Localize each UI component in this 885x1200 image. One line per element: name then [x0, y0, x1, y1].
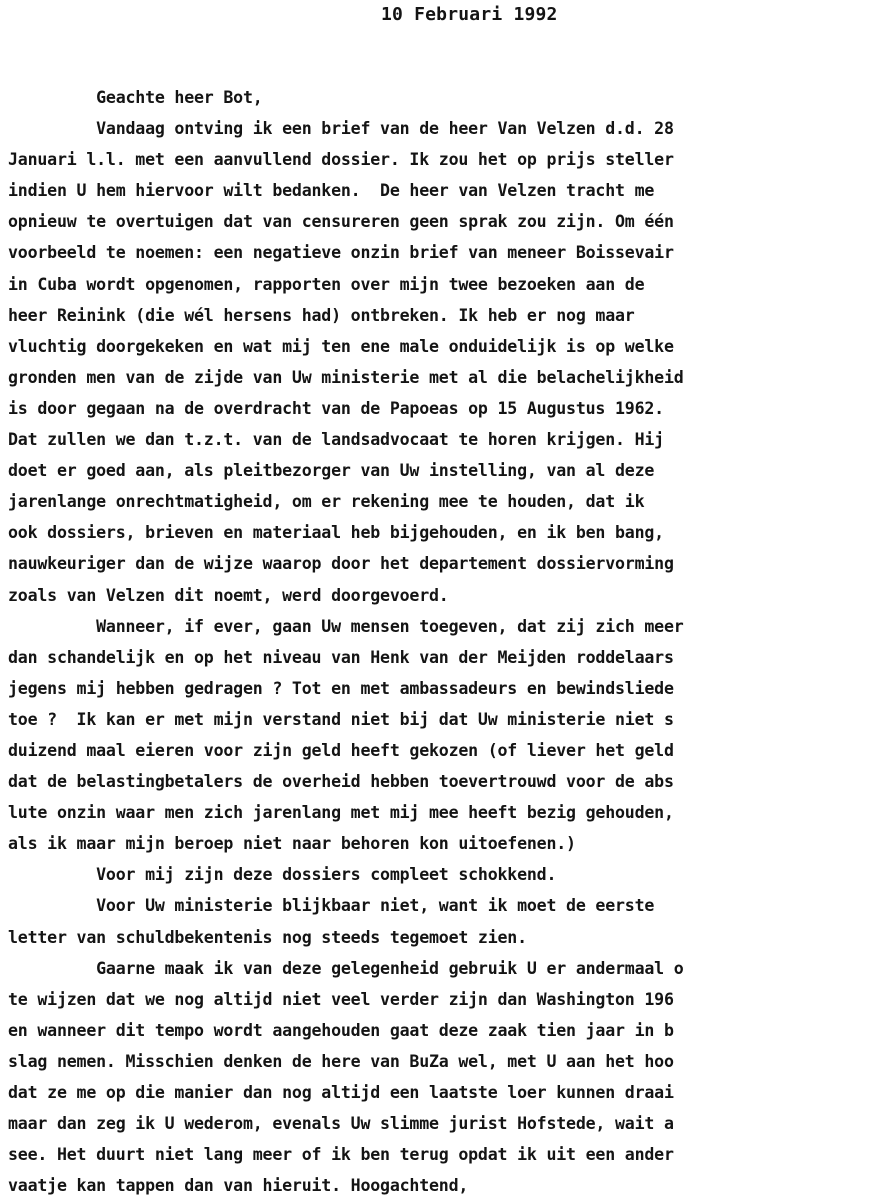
text-line: lute onzin waar men zich jarenlang met mij mee heeft bezig gehouden, — [8, 803, 674, 823]
text-line: dat de belastingbetalers de overheid hebben toevertrouwd voor de abs — [8, 772, 674, 792]
text-line: jegens mij hebben gedragen ? Tot en met ambassadeurs en bewindsliede — [8, 678, 674, 698]
text-line: see. Het duurt niet lang meer of ik ben terug opdat ik uit een ander — [8, 1145, 674, 1165]
letter-body — [8, 82, 885, 1200]
text-line: Geachte heer Bot, — [8, 88, 263, 107]
text-line: vaatje kan tappen dan van hieruit. Hoogachtend, — [8, 1176, 469, 1196]
text-line: Dat zullen we dan t.z.t. van de landsadvocaat te horen krijgen. Hij — [8, 430, 664, 450]
text-line: Wanneer, if ever, gaan Uw mensen toegeven, dat zij zich meer — [8, 616, 684, 636]
text-line: Januari l.l. met een aanvullend dossier. Ik zou het op prijs steller — [8, 150, 674, 170]
text-line: voorbeeld te noemen: een negatieve onzin brief van meneer Boissevair — [8, 243, 674, 263]
text-line: opnieuw te overtuigen dat van censureren geen sprak zou zijn. Om één — [8, 212, 674, 232]
text-line: heer Reinink (die wél hersens had) ontbreken. Ik heb er nog maar — [8, 305, 635, 325]
letter-date: 10 Februari 1992 — [381, 4, 558, 25]
text-line: indien U hem hiervoor wilt bedanken. De heer van Velzen tracht me — [8, 181, 655, 201]
text-line: doet er goed aan, als pleitbezorger van Uw instelling, van al deze — [8, 461, 655, 481]
text-line: nauwkeuriger dan de wijze waarop door het departement dossiervorming — [8, 554, 674, 574]
text-line: jarenlange onrechtmatigheid, om er rekening mee te houden, dat ik — [8, 492, 645, 512]
text-line: slag nemen. Misschien denken de here van BuZa wel, met U aan het hoo — [8, 1051, 674, 1071]
text-line: toe ? Ik kan er met mijn verstand niet bij dat Uw ministerie niet s — [8, 709, 674, 729]
text-line: letter van schuldbekentenis nog steeds tegemoet zien. — [8, 927, 527, 947]
text-line: in Cuba wordt opgenomen, rapporten over mijn twee bezoeken aan de — [8, 274, 645, 294]
text-line: ook dossiers, brieven en materiaal heb bijgehouden, en ik ben bang, — [8, 523, 664, 543]
text-line: zoals van Velzen dit noemt, werd doorgevoerd. — [8, 585, 449, 605]
text-line: Voor mij zijn deze dossiers compleet schokkend. — [8, 865, 557, 885]
text-line: en wanneer dit tempo wordt aangehouden gaat deze zaak tien jaar in b — [8, 1020, 674, 1040]
text-line: Gaarne maak ik van deze gelegenheid gebruik U er andermaal o — [8, 958, 684, 978]
text-line: te wijzen dat we nog altijd niet veel verder zijn dan Washington 196 — [8, 989, 674, 1009]
text-line: dat ze me op die manier dan nog altijd een laatste loer kunnen draai — [8, 1083, 674, 1102]
text-line: duizend maal eieren voor zijn geld heeft gekozen (of liever het geld — [8, 740, 674, 760]
text-line: dan schandelijk en op het niveau van Henk van der Meijden roddelaars — [8, 647, 674, 667]
text-line: als ik maar mijn beroep niet naar behoren kon uitoefenen.) — [8, 834, 576, 854]
text-line: gronden men van de zijde van Uw ministerie met al die belachelijkheid — [8, 367, 684, 387]
text-line: is door gegaan na de overdracht van de Papoeas op 15 Augustus 1962. — [8, 398, 664, 418]
text-line: maar dan zeg ik U wederom, evenals Uw slimme jurist Hofstede, wait a — [8, 1114, 674, 1134]
text-line: vluchtig doorgekeken en wat mij ten ene male onduidelijk is op welke — [8, 336, 674, 356]
text-line: Voor Uw ministerie blijkbaar niet, want ik moet de eerste — [8, 896, 655, 916]
text-line: Vandaag ontving ik een brief van de heer Van Velzen d.d. 28 — [8, 119, 674, 139]
